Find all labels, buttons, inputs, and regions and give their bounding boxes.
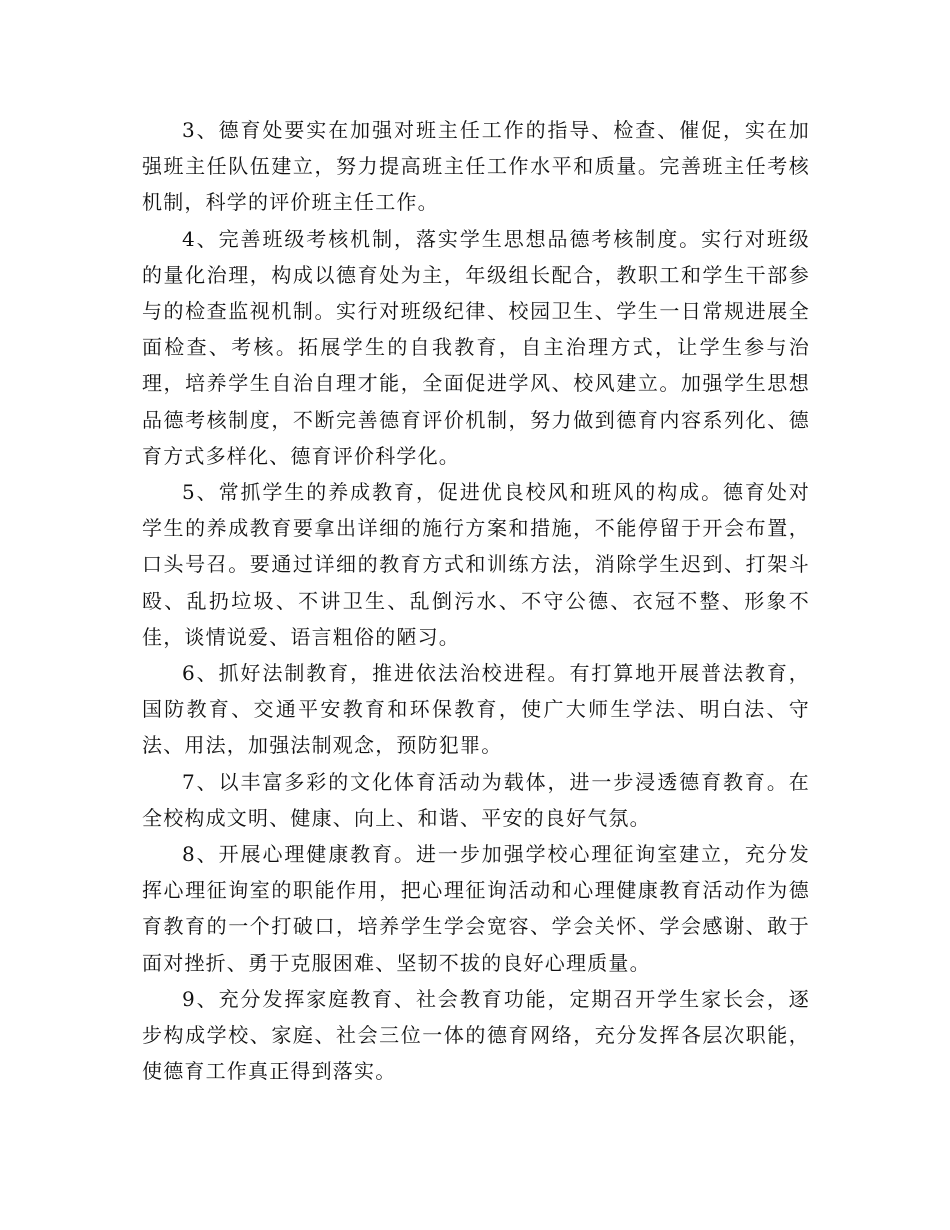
paragraph-item-9: 9、充分发挥家庭教育、社会教育功能，定期召开学生家长会，逐步构成学校、家庭、社会三位一体的德育网络，充分发挥各层次职能，使德育工作真正得到落实。 — [142, 986, 810, 1084]
paragraph-item-8: 8、开展心理健康教育。进一步加强学校心理征询室建立，充分发挥心理征询室的职能作用，把心理征询活动和心理健康教育活动作为德育教育的一个打破口，培养学生学会宽容、学会关怀、学会感谢、敢于面对挫折、勇于克服困难、坚韧不拔的良好心理质量。 — [142, 842, 810, 975]
document-body — [142, 112, 810, 1089]
paragraph-item-7: 7、以丰富多彩的文化体育活动为载体，进一步浸透德育教育。在全校构成文明、健康、向上、和谐、平安的良好气氛。 — [142, 769, 810, 830]
paragraph-item-5: 5、常抓学生的养成教育，促进优良校风和班风的构成。德育处对学生的养成教育要拿出详细的施行方案和措施，不能停留于开会布置，口头号召。要通过详细的教育方式和训练方法，消除学生迟到、打架斗殴、乱扔垃圾、不讲卫生、乱倒污水、不守公德、衣冠不整、形象不佳，谈情说爱、语言粗俗的陋习。 — [142, 480, 810, 649]
paragraph-item-6: 6、抓好法制教育，推进依法治校进程。有打算地开展普法教育，国防教育、交通平安教育和环保教育，使广大师生学法、明白法、守法、用法，加强法制观念，预防犯罪。 — [142, 661, 810, 758]
paragraph-item-3: 3、德育处要实在加强对班主任工作的指导、检查、催促，实在加强班主任队伍建立，努力提高班主任工作水平和质量。完善班主任考核机制，科学的评价班主任工作。 — [142, 118, 810, 215]
paragraph-item-4: 4、完善班级考核机制，落实学生思想品德考核制度。实行对班级的量化治理，构成以德育处为主，年级组长配合，教职工和学生干部参与的检查监视机制。实行对班级纪律、校园卫生、学生一日常规进展全面检查、考核。拓展学生的自我教育，自主治理方式，让学生参与治理，培养学生自治自理才能，全面促进学风、校风建立。加强学生思想品德考核制度，不断完善德育评价机制，努力做到德育内容系列化、德育方式多样化、德育评价科学化。 — [142, 226, 810, 468]
